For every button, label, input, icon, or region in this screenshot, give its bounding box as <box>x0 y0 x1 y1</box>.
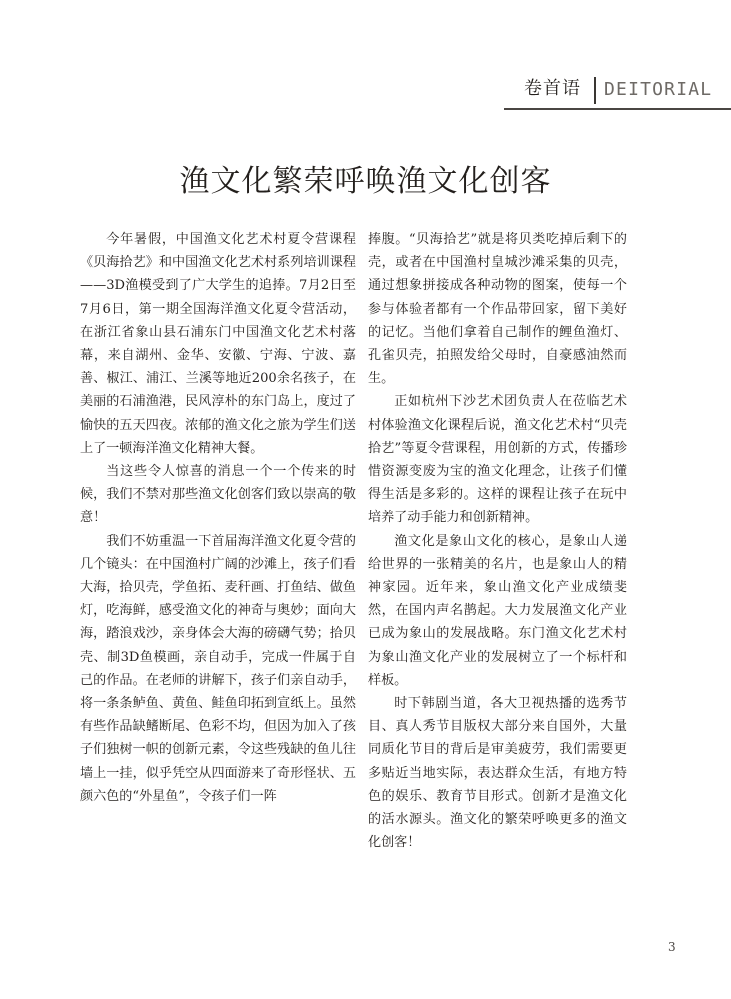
paragraph: 捧腹。“贝海拾艺”就是将贝类吃掉后剩下的壳，或者在中国渔村皇城沙滩采集的贝壳，通过想象拼接成各种动物的图案，使每一个参与体验者都有一个作品带回家，留下美好的记忆。当他们拿着自己制作的鲤鱼渔灯、孔雀贝壳，拍照发给父母时，自豪感油然而生。 <box>368 232 627 387</box>
paragraph: 今年暑假，中国渔文化艺术村夏令营课程《贝海拾艺》和中国渔文化艺术村系列培训课程——3D渔模受到了广大学生的追捧。7月2日至7月6日，第一期全国海洋渔文化夏令营活动，在浙江省象山县石浦东门中国渔文化艺术村落幕，来自湖州、金华、安徽、宁海、宁波、嘉善、椒江、浦江、兰溪等地近200余名孩子，在美丽的石浦渔港，民风淳朴的东门岛上，度过了愉快的五天四夜。浓郁的渔文化之旅为学生们送上了一顿海洋渔文化精神大餐。 <box>80 232 356 456</box>
page-number: 3 <box>668 940 676 954</box>
paragraph: 渔文化是象山文化的核心，是象山人递给世界的一张精美的名片，也是象山人的精神家园。近年来，象山渔文化产业成绩斐然，在国内声名鹊起。大力发展渔文化产业已成为象山的发展战略。东门渔文化艺术村为象山渔文化产业的发展树立了一个标杆和样板。 <box>368 533 627 688</box>
section-title-cn: 卷首语 <box>524 78 581 99</box>
section-title-en: DEITORIAL <box>604 79 713 100</box>
header-divider <box>594 77 596 104</box>
left-column <box>80 228 356 808</box>
paragraph: 正如杭州下沙艺术团负责人在莅临艺术村体验渔文化课程后说，渔文化艺术村“贝壳拾艺”等夏令营课程，用创新的方式，传播珍惜资源变废为宝的渔文化理念，让孩子们懂得生活是多彩的。这样的课程让孩子在玩中培养了动手能力和创新精神。 <box>368 394 627 526</box>
section-header <box>504 70 731 112</box>
header-rule <box>504 108 731 110</box>
article-title: 渔文化繁荣呼唤渔文化创客 <box>179 164 552 199</box>
paragraph: 当这些令人惊喜的消息一个一个传来的时候，我们不禁对那些渔文化创客们致以崇高的敬意！ <box>80 464 356 526</box>
paragraph: 时下韩剧当道，各大卫视热播的选秀节目、真人秀节目版权大部分来自国外，大量同质化节目的背后是审美疲劳，我们需要更多贴近当地实际，表达群众生活，有地方特色的娱乐、教育节目形式。创新才是渔文化的活水源头。渔文化的繁荣呼唤更多的渔文化创客！ <box>368 696 627 851</box>
right-column <box>368 228 627 854</box>
paragraph: 我们不妨重温一下首届海洋渔文化夏令营的几个镜头：在中国渔村广阔的沙滩上，孩子们看大海，拾贝壳，学鱼拓、麦秆画、打鱼结、做鱼灯，吃海鲜，感受渔文化的神奇与奥妙；面向大海，踏浪戏沙，亲身体会大海的磅礴气势；拾贝壳、制3D鱼模画，亲自动手，完成一件属于自己的作品。在老师的讲解下，孩子们亲自动手，将一条条鲈鱼、黄鱼、鲑鱼印拓到宣纸上。虽然有些作品缺鳍断尾、色彩不均，但因为加入了孩子们独树一帜的创新元素，令这些残缺的鱼儿往墙上一挂，似乎凭空从四面游来了奇形怪状、五颜六色的“外星鱼”，令孩子们一阵 <box>80 533 356 804</box>
